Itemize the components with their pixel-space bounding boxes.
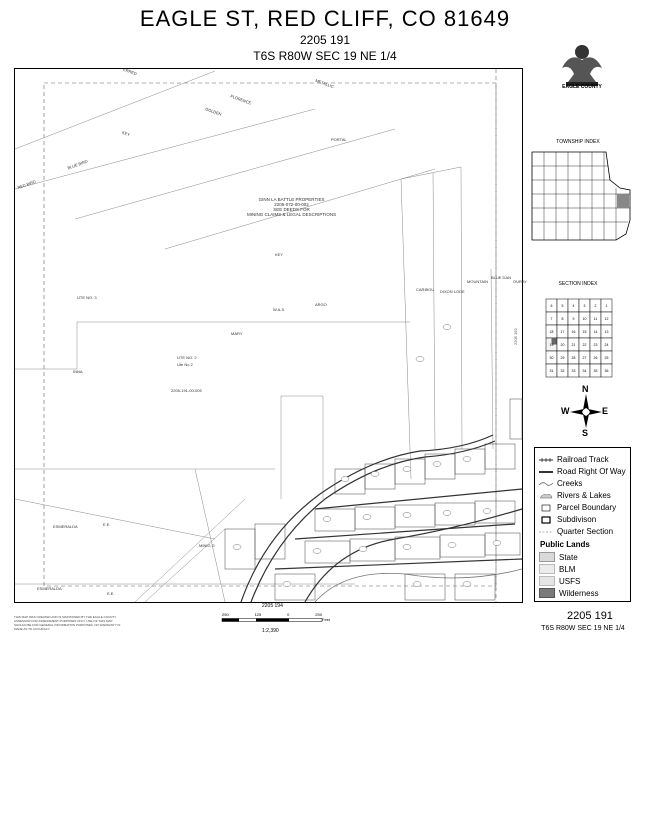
parcel-note-line: SEE DEEDS FOR [273, 207, 310, 212]
claim-label: BLUE BIRD [66, 158, 89, 171]
legal-description: T6S R80W SEC 19 NE 1/4 [253, 49, 397, 63]
legend-item-road [539, 467, 626, 476]
section-number: 9 [572, 317, 575, 321]
scale-tick-label: 125 [254, 612, 262, 617]
road-line-icon [539, 468, 553, 476]
claim-label: FLORENCE [229, 93, 252, 106]
compass-south: S [582, 428, 589, 438]
claim-label: MARY [231, 331, 243, 336]
section-number: 33 [571, 369, 576, 373]
section-number: 10 [582, 317, 587, 321]
claim-label: ESMERALDA [37, 586, 62, 591]
section-number: 5 [561, 304, 564, 308]
claim-label: BLUE DAN [491, 275, 512, 280]
claim-label: INNA [73, 369, 83, 374]
blm-swatch-icon [539, 564, 555, 574]
section-number: 11 [593, 317, 598, 321]
section-number: 20 [560, 343, 565, 347]
parcel-note-line: MINING CLAIMS & LEGAL DESCRIPTIONS [247, 212, 337, 217]
section-number: 27 [582, 356, 587, 360]
parcel-note-line: 2205-072-00-002 [274, 202, 309, 207]
wilderness-swatch-icon [539, 588, 555, 598]
claim-label: METALLIC [314, 77, 335, 90]
section-number: 13 [604, 330, 609, 334]
page-title: EAGLE ST, RED CLIFF, CO 81649 [139, 6, 511, 31]
state-swatch-icon [539, 552, 555, 562]
claim-label: ERRED [122, 66, 138, 77]
footer-map-number: 2205 191 [567, 610, 613, 622]
legend-label: Creeks [557, 479, 583, 488]
legend-label: Road Right Of Way [557, 467, 626, 476]
section-number: 8 [561, 317, 564, 321]
claim-label: PORTAL [331, 137, 347, 142]
parcel-map-drawing [15, 66, 522, 602]
section-number: 16 [571, 330, 576, 334]
quarter-section-line-icon [539, 528, 553, 536]
legend-item-creeks [539, 479, 582, 488]
section-number: 29 [560, 356, 565, 360]
section-number: 21 [571, 343, 576, 347]
scale-tick-label: 250 [222, 612, 229, 617]
section-number: 14 [593, 330, 598, 334]
section-number: 15 [582, 330, 587, 334]
claim-label: CARIBOU [416, 287, 435, 292]
disclaimer-text: THIS MAP WAS CREATED AND IS MAINTAINED BY THE EAGLE COUNTY ASSESSOR FOR ASSESSMENT PURPOSES ONLY. USE OF THIS MAP SHOULD BE FOR GENERAL INFORMATION PURPOSES. NO WARRANTY IS MADE AS TO ACCURACY. [14, 615, 121, 631]
claim-label: OURAY [513, 279, 527, 284]
adjacent-map-label: 2205 192 [513, 328, 518, 345]
claim-label: W.A.S. [273, 307, 286, 312]
township-index-map[interactable] [530, 150, 634, 242]
claim-label: MINIG G [199, 543, 215, 548]
section-number: 6 [550, 304, 553, 308]
legend-item-railroad [539, 455, 609, 464]
legend-label: Parcel Boundary [557, 503, 617, 512]
compass-north: N [582, 384, 589, 394]
claim-label: ARGO [315, 302, 327, 307]
claim-label: GOLDEN [204, 106, 223, 117]
legend-item-blm [539, 564, 575, 574]
section-number: 26 [593, 356, 598, 360]
section-number: 12 [604, 317, 609, 321]
section-number: 17 [560, 330, 565, 334]
claim-lines [15, 71, 493, 602]
legend-item-parcel [539, 503, 616, 512]
water-patch-icon [539, 492, 553, 500]
township-index-title: TOWNSHIP INDEX [556, 139, 600, 145]
section-number: 24 [604, 343, 609, 347]
parcel-blocks [225, 399, 522, 600]
scale-tick-label: 250 [315, 612, 322, 617]
map-legend [534, 447, 631, 602]
section-number: 19 [549, 343, 554, 347]
legend-label: Wilderness [559, 588, 599, 598]
scale-bar [222, 612, 332, 636]
claim-label: ESMERALDA [53, 524, 78, 529]
claim-label: KEY [275, 252, 284, 257]
section-number: 28 [571, 356, 576, 360]
parcel-number-label: 2205-191-00-005 [171, 388, 202, 393]
parcel-claim-label: Ute No 2 [177, 362, 193, 367]
claim-label: E.E. [107, 591, 115, 596]
section-number: 31 [549, 369, 554, 373]
north-arrow-compass [561, 384, 611, 438]
legend-item-usfs [539, 576, 580, 586]
section-number: 30 [549, 356, 554, 360]
section-number: 23 [593, 343, 598, 347]
parcel-note-line: GINN LA BATTLE PROPERTIES [258, 197, 325, 202]
scale-tick-label: 0 [287, 612, 290, 617]
section-index-grid[interactable] [544, 297, 614, 379]
compass-west: W [561, 406, 570, 416]
creek-line-icon [539, 480, 553, 488]
scale-ticks [222, 612, 322, 617]
section-number: 25 [604, 356, 609, 360]
legend-item-state [539, 552, 578, 562]
section-number: 7 [550, 317, 553, 321]
section-number: 32 [560, 369, 565, 373]
map-number: 2205 191 [299, 33, 351, 47]
scale-unit: Feet [322, 617, 331, 622]
legend-label: USFS [559, 576, 581, 586]
claim-label: UTE NO. 2 [177, 355, 197, 360]
legend-label: Quarter Section [557, 527, 614, 536]
usfs-swatch-icon [539, 576, 555, 586]
claim-label: DIXON LODE [440, 289, 465, 294]
legend-label: Subdivison [557, 515, 597, 524]
section-number: 4 [572, 304, 575, 308]
scale-bar-graphic [222, 618, 322, 623]
legend-item-rivers [539, 491, 611, 500]
legend-label: BLM [559, 564, 576, 574]
section-number: 35 [593, 369, 598, 373]
subdivision-outline-icon [539, 516, 553, 524]
claim-label: UTE NO. 3 [77, 295, 97, 300]
parcel-map[interactable] [14, 66, 527, 603]
section-number: 3 [583, 304, 586, 308]
section-number: 1 [605, 304, 608, 308]
claim-label: KEY [121, 129, 131, 138]
adjacent-map-label: 2205 194 [262, 603, 283, 609]
quarter-section-boundary [44, 83, 496, 586]
scale-ratio: 1:2,390 [262, 628, 279, 634]
legend-item-wilderness [539, 588, 599, 598]
legend-label: Rivers & Lakes [557, 491, 611, 500]
section-number: 18 [549, 330, 554, 334]
logo-text: EAGLE COUNTY [562, 84, 602, 90]
compass-east: E [602, 406, 609, 416]
legend-item-quarter-section [539, 527, 613, 536]
section-number: 2 [594, 304, 597, 308]
legend-item-subdivision [539, 515, 596, 524]
public-lands-heading: Public Lands [540, 540, 590, 549]
legend-label: State [559, 552, 578, 562]
railroad-line-icon [539, 456, 553, 464]
section-number: 22 [582, 343, 587, 347]
claim-label: E.E. [103, 522, 111, 527]
footer-legal-description: T6S R80W SEC 19 NE 1/4 [541, 625, 625, 632]
section-number: 34 [582, 369, 587, 373]
parcel-outline-icon [539, 504, 553, 512]
legend-label: Railroad Track [557, 455, 609, 464]
section-number: 36 [604, 369, 609, 373]
parcel-note [247, 197, 336, 217]
claim-label: MOUNTAIN [467, 279, 489, 284]
section-index-title: SECTION INDEX [558, 281, 598, 287]
claim-label: RED BIRD [16, 178, 37, 191]
